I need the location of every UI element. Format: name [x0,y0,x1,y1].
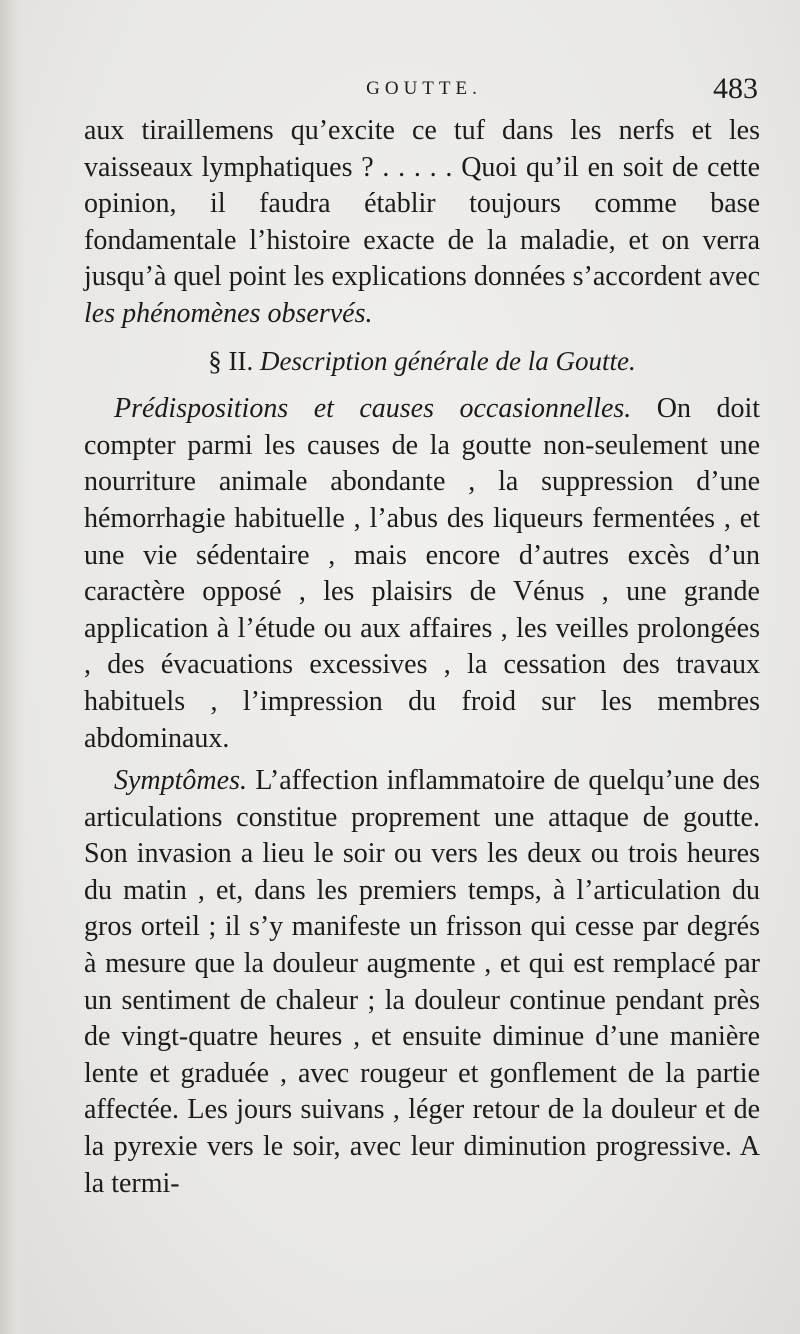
paragraph-lead-italic: Symptômes. [114,765,247,797]
paragraph-text: aux tiraillemens qu’excite ce tuf dans les nerfs et les vaisseaux lymphatiques ? . . . . . Quoi qu’il en soit de cette opinion, il faudra établir toujours comme base fondamentale l’histoire exacte de la maladie, et on verra jusqu’à quel point les explications données s’accordent avec [84,115,760,293]
section-title: Description générale de la Goutte. [260,345,636,376]
paragraph-predispositions [84,391,760,757]
running-title: GOUTTE. [366,78,482,99]
paragraph-text: On doit compter parmi les causes de la goutte non-seulement une nourriture animale abondante , la suppression d’une hémorrhagie habituelle , l’abus des liqueurs fermentées , et une vie sédentaire , mais encore d’autres excès d’un caractère opposé , les plaisirs de Vénus , une grande application à l’étude ou aux affaires , les veilles prolongées , des évacuations excessives , la cessation des travaux habituels , l’impression du froid sur les membres abdominaux. [84,393,761,754]
paragraph-lead-italic: Prédispositions et causes occasionnelles. [114,393,632,425]
paragraph-text: L’affection inflammatoire de quelqu’une des articulations constitue proprement une attaque de goutte. Son invasion a lieu le soir ou vers les deux ou trois heures du matin , et, dans les premiers temps, à l’articulation du gros orteil ; il s’y manifeste un frisson qui cesse par degrés à mesure que la douleur augmente , et qui est remplacé par un sentiment de chaleur ; la douleur continue pendant près de vingt-quatre heures , et ensuite diminue d’une manière lente et graduée , avec rougeur et gonflement de la partie affectée. Les jours suivans , léger retour de la douleur et de la pyrexie vers le soir, avec leur diminution progressive. A la termi- [84,765,760,1199]
paragraph-symptoms [84,763,760,1202]
page-header [84,72,764,112]
page-spine-shadow [0,0,26,1334]
section-heading [84,343,760,380]
section-number: § II. [208,345,254,376]
page-body [84,113,760,1202]
page-number: 483 [713,72,758,105]
paragraph-continuation [84,113,760,333]
paragraph-italic-text: les phénomènes observés. [84,297,373,329]
